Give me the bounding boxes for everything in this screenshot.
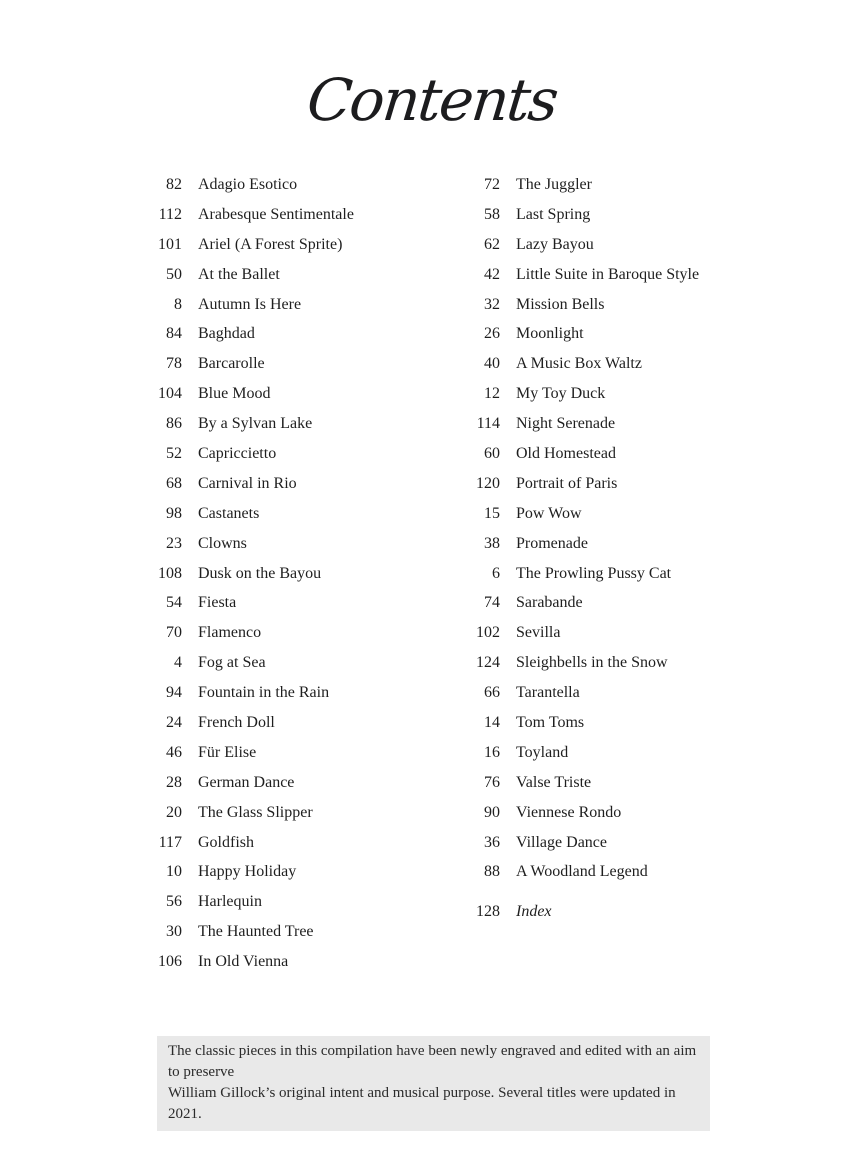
toc-title: Tarantella bbox=[516, 684, 580, 702]
toc-page-number: 54 bbox=[166, 594, 182, 612]
toc-page-number: 124 bbox=[476, 654, 500, 672]
toc-entry bbox=[136, 290, 354, 320]
toc-page-number: 40 bbox=[484, 355, 500, 373]
toc-page-number: 82 bbox=[166, 176, 182, 193]
toc-entry bbox=[454, 798, 699, 828]
toc-title: Autumn Is Here bbox=[198, 295, 302, 313]
toc-page-number: 90 bbox=[484, 803, 500, 821]
toc-page-number: 10 bbox=[166, 863, 182, 881]
toc-title: Lazy Bayou bbox=[516, 235, 594, 253]
footer-note-line1: The classic pieces in this compilation have been newly engraved and edited with an aim to preserve bbox=[168, 1043, 697, 1080]
toc-entry bbox=[136, 857, 354, 887]
toc-entry bbox=[136, 588, 354, 618]
toc-entry bbox=[136, 798, 354, 828]
toc-entry bbox=[136, 499, 354, 529]
toc-title: Little Suite in Baroque Style bbox=[516, 265, 700, 283]
toc-title: Clowns bbox=[198, 534, 247, 552]
page-title: Contents bbox=[304, 66, 560, 134]
toc-page-number: 76 bbox=[484, 773, 500, 791]
toc-title: Fountain in the Rain bbox=[198, 684, 330, 702]
toc-page-number: 50 bbox=[166, 265, 182, 283]
toc-entry bbox=[454, 260, 699, 290]
toc-page-number: 120 bbox=[476, 474, 500, 492]
toc-title: At the Ballet bbox=[198, 265, 280, 283]
toc-entry bbox=[136, 409, 354, 439]
toc-entry bbox=[136, 529, 354, 559]
toc-title: Tom Toms bbox=[516, 714, 585, 732]
toc-page-number: 56 bbox=[166, 893, 182, 911]
toc-title: Für Elise bbox=[198, 743, 257, 761]
toc-entry bbox=[454, 857, 699, 887]
toc-title: Viennese Rondo bbox=[516, 803, 622, 821]
toc-title: Promenade bbox=[516, 534, 588, 552]
toc-entry bbox=[136, 260, 354, 290]
toc-title: Carnival in Rio bbox=[198, 474, 297, 492]
toc-page-number: 46 bbox=[166, 743, 182, 761]
toc-title: Barcarolle bbox=[198, 355, 265, 373]
toc-page-number: 70 bbox=[166, 624, 182, 642]
toc-page-number: 6 bbox=[492, 564, 500, 582]
toc-page-number: 66 bbox=[484, 684, 500, 702]
toc-entry bbox=[136, 738, 354, 768]
footer-note-line2: William Gillock’s original intent and musical purpose. Several titles were updated in 2021. bbox=[168, 1085, 676, 1122]
toc-title: Capriccietto bbox=[198, 445, 277, 463]
toc-page-number: 16 bbox=[484, 743, 500, 761]
toc-entry bbox=[454, 469, 699, 499]
toc-entry bbox=[136, 917, 354, 947]
toc-entry bbox=[136, 648, 354, 678]
toc-title: A Music Box Waltz bbox=[516, 355, 642, 373]
toc-title: In Old Vienna bbox=[198, 953, 289, 971]
toc-page-number: 42 bbox=[484, 265, 500, 283]
toc-title: Goldfish bbox=[198, 833, 254, 851]
toc-entry bbox=[454, 409, 699, 439]
toc-page-number: 98 bbox=[166, 504, 182, 522]
toc-title: Adagio Esotico bbox=[198, 176, 298, 193]
toc-title: Blue Mood bbox=[198, 385, 271, 403]
toc-title: The Glass Slipper bbox=[198, 803, 313, 821]
toc-title: Old Homestead bbox=[516, 445, 616, 463]
toc-page-number: 104 bbox=[158, 385, 182, 403]
toc-entry bbox=[136, 379, 354, 409]
toc-title: Portrait of Paris bbox=[516, 474, 618, 492]
toc-page-number: 78 bbox=[166, 355, 182, 373]
toc-title: My Toy Duck bbox=[516, 385, 606, 403]
toc-page-number: 52 bbox=[166, 445, 182, 463]
toc-entry bbox=[454, 230, 699, 260]
toc-page-number: 102 bbox=[476, 624, 500, 642]
toc-entry bbox=[454, 319, 699, 349]
toc-entry bbox=[454, 768, 699, 798]
toc-title: Index bbox=[516, 903, 552, 921]
toc-title: A Woodland Legend bbox=[516, 863, 648, 881]
toc-page-number: 60 bbox=[484, 445, 500, 463]
toc-page-number: 112 bbox=[158, 205, 182, 223]
toc-entry bbox=[454, 708, 699, 738]
toc-page-number: 72 bbox=[484, 176, 500, 193]
toc-entry bbox=[136, 469, 354, 499]
toc-entry bbox=[454, 588, 699, 618]
toc-title: Valse Triste bbox=[516, 773, 592, 791]
toc-title: Sarabande bbox=[516, 594, 583, 612]
toc-page-number: 74 bbox=[484, 594, 500, 612]
footer-note bbox=[157, 1036, 710, 1131]
toc-title: Castanets bbox=[198, 504, 260, 522]
toc-title: Harlequin bbox=[198, 893, 262, 911]
toc-title: French Doll bbox=[198, 714, 275, 732]
toc-entry bbox=[454, 559, 699, 589]
toc-page-number: 84 bbox=[166, 325, 182, 343]
toc-title: Happy Holiday bbox=[198, 863, 297, 881]
toc-title: Mission Bells bbox=[516, 295, 605, 313]
toc-entry bbox=[136, 559, 354, 589]
toc-entry bbox=[136, 439, 354, 469]
toc-page-number: 68 bbox=[166, 474, 182, 492]
toc-title: Fog at Sea bbox=[198, 654, 266, 672]
toc-entry bbox=[454, 738, 699, 768]
toc-page-number: 101 bbox=[158, 235, 182, 253]
toc-entry bbox=[136, 768, 354, 798]
toc-entry bbox=[454, 439, 699, 469]
toc-page-number: 32 bbox=[484, 295, 500, 313]
toc-title: Pow Wow bbox=[516, 504, 582, 522]
toc-title: Ariel (A Forest Sprite) bbox=[198, 235, 343, 253]
toc-page-number: 58 bbox=[484, 205, 500, 223]
toc-entry bbox=[136, 230, 354, 260]
toc-entry bbox=[454, 379, 699, 409]
toc-right-column bbox=[454, 170, 699, 927]
toc-title: Last Spring bbox=[516, 205, 591, 223]
toc-page-number: 24 bbox=[166, 714, 182, 732]
toc-title: Toyland bbox=[516, 743, 569, 761]
toc-title: Arabesque Sentimentale bbox=[198, 205, 354, 223]
toc-page-number: 114 bbox=[476, 415, 500, 433]
toc-left-column bbox=[136, 170, 354, 977]
toc-entry bbox=[454, 349, 699, 379]
toc-title: German Dance bbox=[198, 773, 295, 791]
toc-entry bbox=[136, 200, 354, 230]
toc-entry bbox=[454, 170, 699, 200]
toc-title: Flamenco bbox=[198, 624, 262, 642]
toc-page-number: 20 bbox=[166, 803, 182, 821]
toc-page-number: 117 bbox=[158, 833, 182, 851]
toc-page-number: 26 bbox=[484, 325, 500, 343]
toc-page-number: 38 bbox=[484, 534, 500, 552]
toc-entry bbox=[454, 200, 699, 230]
toc-entry bbox=[454, 499, 699, 529]
toc-title: Village Dance bbox=[516, 833, 607, 851]
toc-page-number: 14 bbox=[484, 714, 500, 732]
toc-page-number: 128 bbox=[476, 903, 500, 921]
toc-page-number: 15 bbox=[484, 504, 500, 522]
toc-title: Moonlight bbox=[516, 325, 584, 343]
toc-entry bbox=[454, 529, 699, 559]
toc-page-number: 12 bbox=[484, 385, 500, 403]
toc-entry bbox=[136, 828, 354, 858]
toc-page-number: 36 bbox=[484, 833, 500, 851]
toc-title: Sevilla bbox=[516, 624, 561, 642]
toc-page-number: 108 bbox=[158, 564, 182, 582]
toc-entry-index bbox=[454, 897, 699, 927]
toc-title: Fiesta bbox=[198, 594, 237, 612]
toc-entry bbox=[136, 319, 354, 349]
toc-title: By a Sylvan Lake bbox=[198, 415, 313, 433]
toc-page-number: 30 bbox=[166, 923, 182, 941]
toc-entry bbox=[136, 887, 354, 917]
toc-page-number: 28 bbox=[166, 773, 182, 791]
toc-entry bbox=[454, 618, 699, 648]
toc-entry bbox=[454, 290, 699, 320]
toc-page-number: 106 bbox=[158, 953, 182, 971]
toc-title: The Prowling Pussy Cat bbox=[516, 564, 672, 582]
toc-page-number: 4 bbox=[174, 654, 182, 672]
toc-page-number: 94 bbox=[166, 684, 182, 702]
toc-page-number: 88 bbox=[484, 863, 500, 881]
toc-entry bbox=[454, 648, 699, 678]
toc-entry bbox=[454, 828, 699, 858]
toc-title: Night Serenade bbox=[516, 415, 616, 433]
toc-entry bbox=[136, 618, 354, 648]
toc-entry bbox=[136, 708, 354, 738]
toc-page-number: 8 bbox=[174, 295, 182, 313]
toc-entry bbox=[136, 349, 354, 379]
toc-entry bbox=[136, 678, 354, 708]
toc-page-number: 23 bbox=[166, 534, 182, 552]
toc-page-number: 62 bbox=[484, 235, 500, 253]
toc-page-number: 86 bbox=[166, 415, 182, 433]
toc-entry bbox=[454, 678, 699, 708]
toc-entry bbox=[136, 947, 354, 977]
toc-title: The Haunted Tree bbox=[198, 923, 314, 941]
toc-title: The Juggler bbox=[516, 176, 592, 193]
toc-title: Baghdad bbox=[198, 325, 255, 343]
toc-title: Sleighbells in the Snow bbox=[516, 654, 668, 672]
toc-entry bbox=[136, 170, 354, 200]
toc-title: Dusk on the Bayou bbox=[198, 564, 322, 582]
